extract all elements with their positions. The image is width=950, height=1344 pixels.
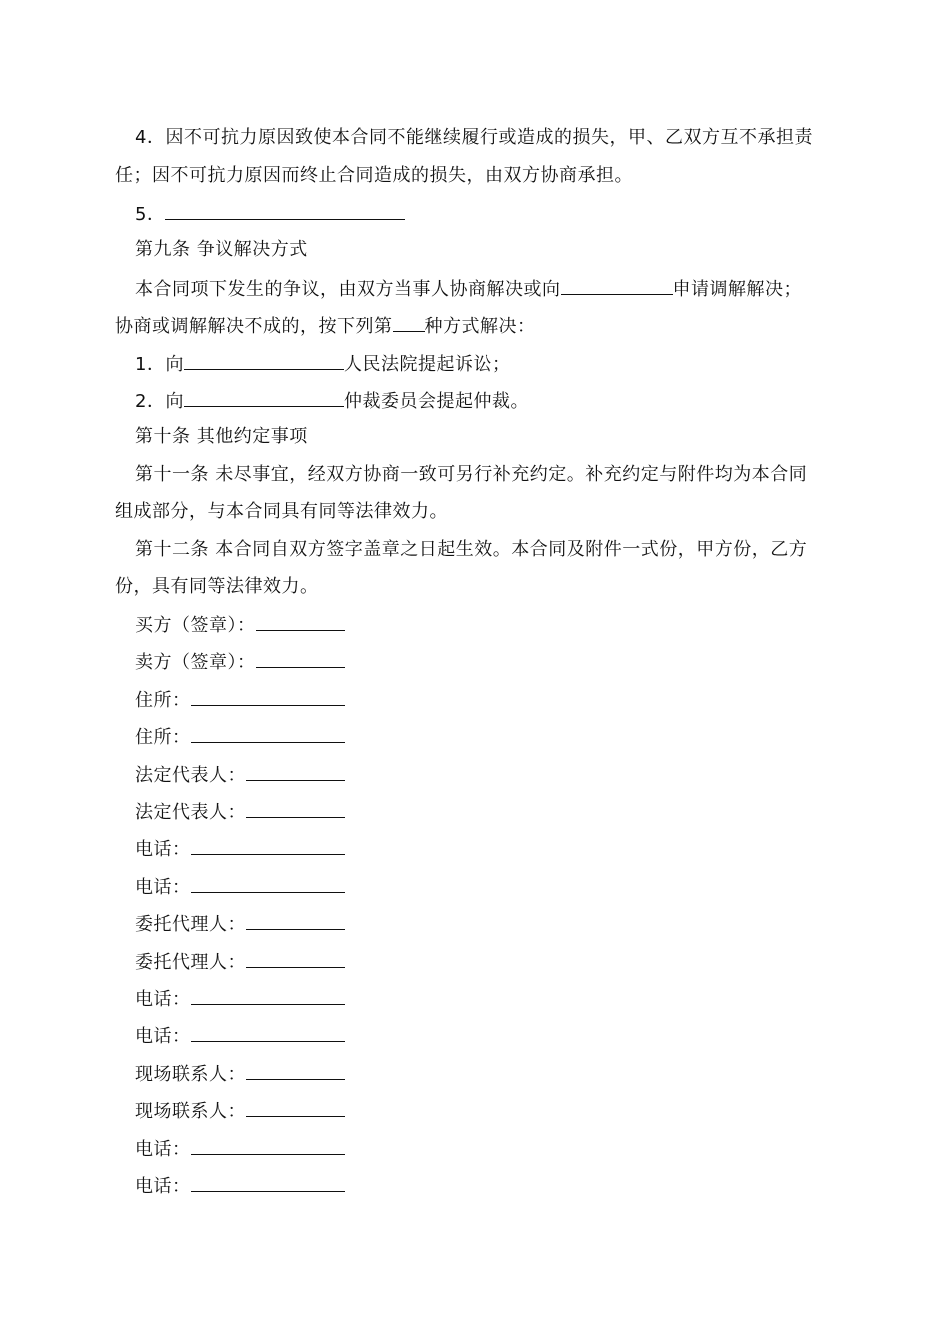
signature-label: 卖方（签章）： <box>135 652 256 673</box>
signature-label: 电话： <box>135 1139 191 1160</box>
signature-row <box>135 836 345 860</box>
option-2 <box>135 388 529 412</box>
signature-row <box>135 874 345 898</box>
signature-row <box>135 1023 345 1047</box>
signature-label: 现场联系人： <box>135 1101 246 1122</box>
option-2-prefix: 2．向 <box>135 391 184 412</box>
signature-blank[interactable] <box>191 1023 346 1042</box>
signature-row <box>135 724 345 748</box>
signature-label: 买方（签章）： <box>135 615 256 636</box>
signature-blank[interactable] <box>256 649 346 668</box>
signature-label: 电话： <box>135 1176 191 1197</box>
signature-row <box>135 1173 345 1197</box>
court-name-blank[interactable] <box>184 351 344 370</box>
signature-label: 法定代表人： <box>135 765 246 786</box>
signature-row <box>135 612 345 636</box>
signature-label: 委托代理人： <box>135 952 246 973</box>
article-9-line-2 <box>115 313 536 337</box>
signature-blank[interactable] <box>256 612 346 631</box>
clause-5 <box>135 201 405 225</box>
article-12-line-2: 份，具有同等法律效力。 <box>115 576 319 597</box>
signature-row <box>135 1061 345 1085</box>
article-9-text-d: 种方式解决： <box>424 316 536 337</box>
signature-blank[interactable] <box>246 799 345 818</box>
signature-row <box>135 1136 345 1160</box>
option-1-suffix: 人民法院提起诉讼； <box>343 354 511 375</box>
article-9-line-1 <box>135 276 802 300</box>
article-9-text-b: 申请调解解决； <box>672 279 802 300</box>
signature-label: 现场联系人： <box>135 1064 246 1085</box>
signature-blank[interactable] <box>246 949 345 968</box>
option-1 <box>135 351 510 375</box>
signature-blank[interactable] <box>191 836 346 855</box>
article-11-line-1: 第十一条 未尽事宜，经双方协商一致可另行补充约定。补充约定与附件均为本合同 <box>135 464 808 485</box>
clause-5-prefix: 5． <box>135 204 166 225</box>
signature-blank[interactable] <box>191 1136 346 1155</box>
signature-row <box>135 949 345 973</box>
signature-blank[interactable] <box>191 1173 346 1192</box>
article-12-line-1: 第十二条 本合同自双方签字盖章之日起生效。本合同及附件一式份，甲方份，乙方 <box>135 539 808 560</box>
clause-4-line-2: 任；因不可抗力原因而终止合同造成的损失，由双方协商承担。 <box>115 165 633 186</box>
signature-row <box>135 649 345 673</box>
signature-row <box>135 762 345 786</box>
resolution-option-blank[interactable] <box>393 313 425 332</box>
signature-blank[interactable] <box>246 911 345 930</box>
signature-label: 委托代理人： <box>135 914 246 935</box>
option-1-prefix: 1．向 <box>135 354 184 375</box>
signature-label: 电话： <box>135 989 191 1010</box>
article-9-text-a: 本合同项下发生的争议，由双方当事人协商解决或向 <box>135 279 561 300</box>
signature-label: 法定代表人： <box>135 802 246 823</box>
signature-row <box>135 986 345 1010</box>
signature-label: 住所： <box>135 690 191 711</box>
signature-label: 电话： <box>135 1026 191 1047</box>
article-11-line-2: 组成部分，与本合同具有同等法律效力。 <box>115 501 448 522</box>
signature-blank[interactable] <box>191 724 346 743</box>
signature-blank[interactable] <box>191 874 346 893</box>
signature-row <box>135 911 345 935</box>
arbitration-name-blank[interactable] <box>184 388 344 407</box>
option-2-suffix: 仲裁委员会提起仲裁。 <box>343 391 529 412</box>
signature-label: 电话： <box>135 877 191 898</box>
mediation-body-blank[interactable] <box>561 276 673 295</box>
clause-5-blank[interactable] <box>165 201 405 220</box>
article-10-title: 第十条 其他约定事项 <box>135 426 308 447</box>
signature-label: 电话： <box>135 839 191 860</box>
clause-4-line-1: 4．因不可抗力原因致使本合同不能继续履行或造成的损失，甲、乙双方互不承担责 <box>135 127 813 148</box>
signature-row <box>135 799 345 823</box>
signature-blank[interactable] <box>246 1061 345 1080</box>
signature-label: 住所： <box>135 727 191 748</box>
signature-row <box>135 687 345 711</box>
signature-blank[interactable] <box>246 1098 345 1117</box>
signature-row <box>135 1098 345 1122</box>
signature-blank[interactable] <box>246 762 345 781</box>
article-9-text-c: 协商或调解解决不成的，按下列第 <box>115 316 393 337</box>
signature-blank[interactable] <box>191 687 346 706</box>
article-9-title: 第九条 争议解决方式 <box>135 239 308 260</box>
signature-blank[interactable] <box>191 986 346 1005</box>
